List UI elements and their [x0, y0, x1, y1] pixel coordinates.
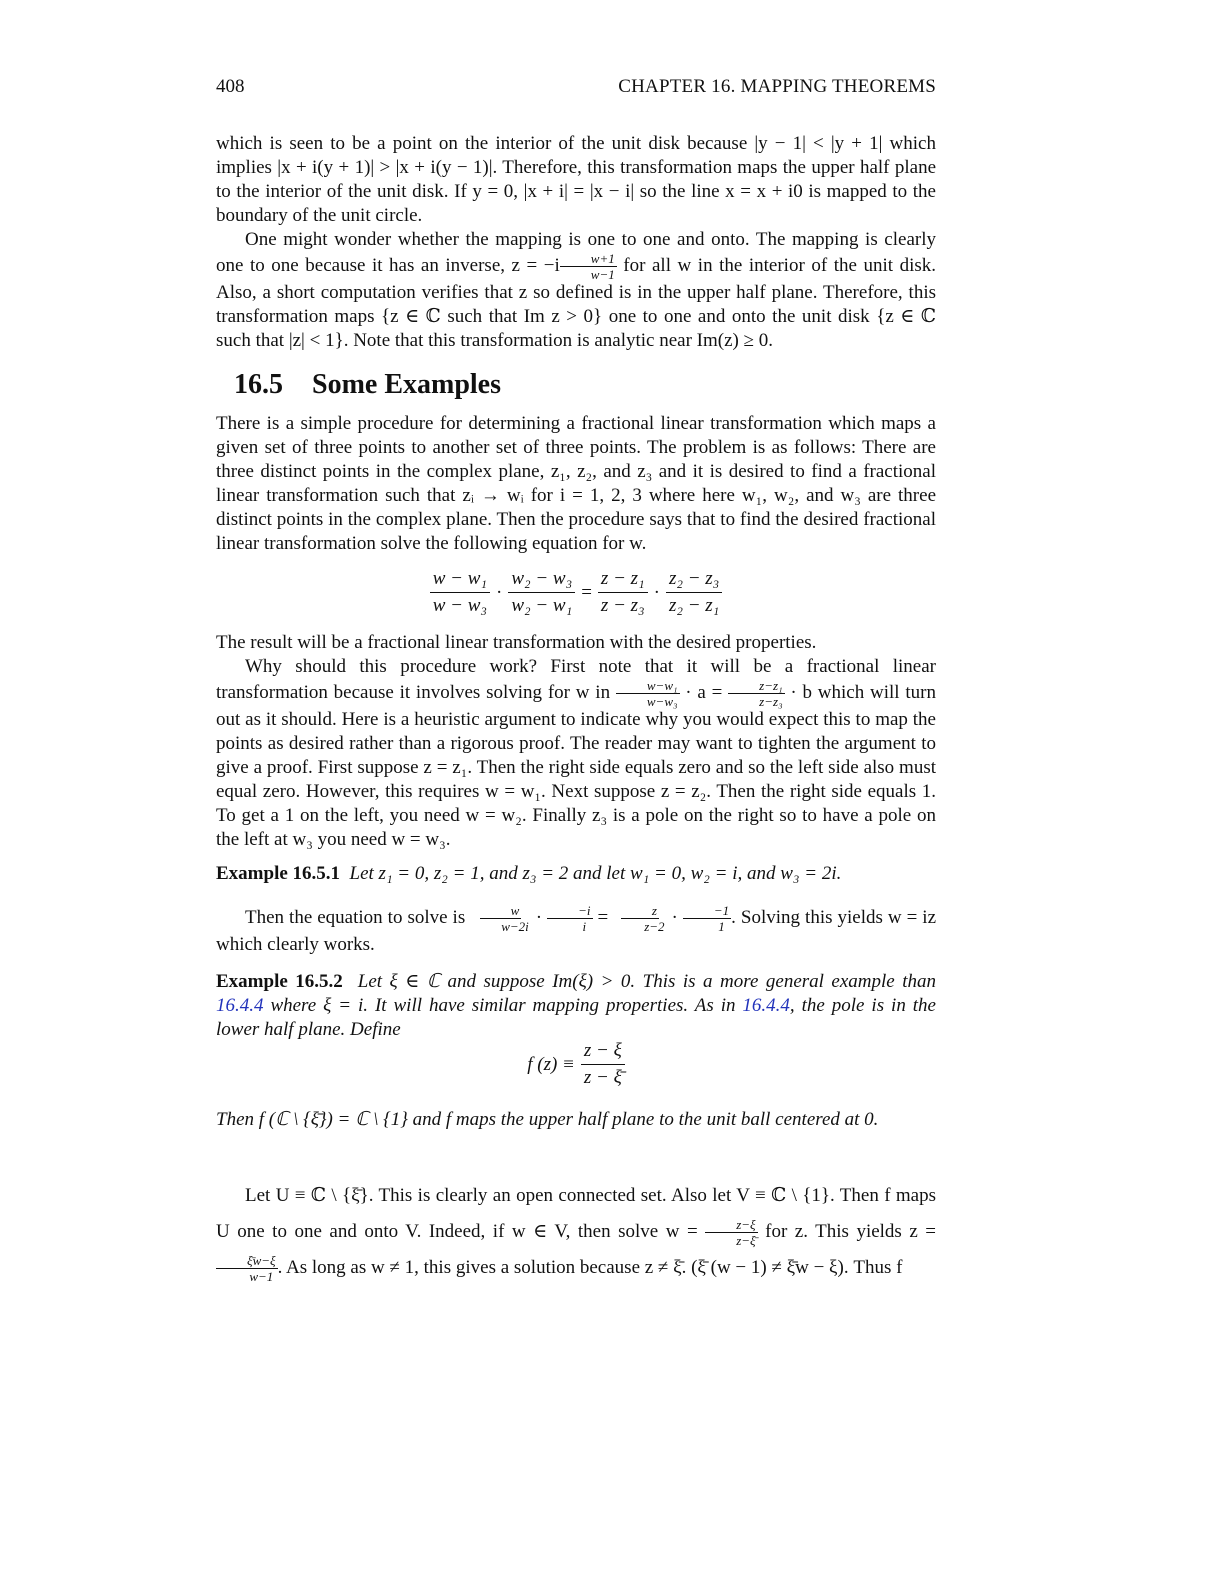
cross-reference-link[interactable]: 16.4.4 — [216, 995, 264, 1016]
eq1-fraction-4: $\frac{\text{z₂ − z₃}}{\text{z₂ − z₁}}$ — [666, 568, 722, 617]
page-header — [216, 76, 936, 102]
running-head: CHAPTER 16. MAPPING THEOREMS — [618, 76, 936, 97]
eq1-fraction-2: $\frac{\text{w₂ − w₃}}{\text{w₂ − w₁}}$ — [508, 568, 575, 617]
paragraph-2: One might wonder whether the mapping is one to one and onto. The mapping is clearly one to one because it has an inverse, z = −i $\frac{w+1}{w-1}$ for all w in the interior of the unit disk. Also, a short computation verifies that z so defined is in the upper half plane. Therefore, this transformation maps {z ∈ ℂ such that Im z > 0} one to one and onto the unit disk {z ∈ ℂ such that |z| < 1}. Note that this transformation is analytic near Im(z) ≥ 0. — [216, 229, 936, 351]
paragraph-5: Why should this procedure work? First note that it will be a fractional linear transformation because it involves solving for w in $\frac{\text{w−w₁}}{\text{w−w₃}}$ · a = $\frac{\text{z−z₁}}{\text{z−z₃}}$ · b which will turn out as it should. Here is a heuristic argument to indicate why you would expect this to map the points as desired rather than a rigorous proof. The reader may want to tighten the argument to give a proof. First suppose z = z₁. Then the right side equals zero and so the left side also must equal zero. However, this requires w = w₁. Next suppose z = z₂. Then the right side equals 1. To get a 1 on the left, you need w = w₂. Finally z₃ is a pole on the right so to have a pole on the left at w₃ you need w = w₃. — [216, 656, 936, 850]
eq2-fraction: $\frac{z - \xi}{z - \xī}$ — [581, 1040, 625, 1089]
paragraph-4: The result will be a fractional linear transformation with the desired properties. — [216, 632, 817, 653]
example-16-5-2: Example 16.5.2 Let ξ ∈ ℂ and suppose Im(ξ) > 0. This is a more general example than 16.4.4 where ξ = i. It will have similar mapping properties. As in 16.4.4, the pole is in the lower half plane. Define — [216, 971, 936, 1040]
paragraph-3: There is a simple procedure for determining a fractional linear transformation which maps a given set of three points to another set of three points. The problem is as follows: There are three distinct points in the complex plane, z₁, z₂, and z₃ and it is desired to find a fractional linear transformation such that zᵢ → wᵢ for i = 1, 2, 3 where here w₁, w₂, and w₃ are three distinct points in the complex plane. Then the procedure says that to find the desired fractional linear transformation solve the following equation for w. — [216, 413, 936, 554]
paragraph-1: which is seen to be a point on the interior of the unit disk because |y − 1| < |y + 1| which implies |x + i(y + 1)| > |x + i(y − 1)|. Therefore, this transformation maps the upper half plane to the interior of the unit disk. If y = 0, |x + i| = |x − i| so the line x = x + i0 is mapped to the boundary of the unit circle. — [216, 133, 936, 226]
eq1-fraction-3: $\frac{\text{z − z₁}}{\text{z − z₃}}$ — [598, 568, 648, 617]
section-title: Some Examples — [312, 369, 501, 400]
page-number: 408 — [216, 76, 245, 97]
section-heading — [234, 368, 501, 402]
section-number: 16.5 — [234, 369, 283, 400]
equation-1: $\frac{\text{w − w₁}}{\text{w − w₃}}$ · $\frac{\text{w₂ − w₃}}{\text{w₂ − w₁}}$ = $\frac{\text{z − z₁}}{\text{z − z₃}}$ · $\frac{\text{z₂ − z₃}}{\text{z₂ − z₁}}$ — [216, 568, 936, 617]
eq1-fraction-1: $\frac{\text{w − w₁}}{\text{w − w₃}}$ — [430, 568, 490, 617]
paragraph-6: Then the equation to solve is $\frac{w}{w-2i}$ · $\frac{-i}{i}$ = $\frac{z}{z-2}$ · $\frac{-1}{1}$ . Solving this yields w = iz which clearly works. — [216, 903, 937, 955]
inline-fraction: $\frac{w+1}{w-1}$ — [560, 252, 617, 281]
example-16-5-1: Example 16.5.1 Let z₁ = 0, z₂ = 1, and z₃ = 2 and let w₁ = 0, w₂ = i, and w₃ = 2i. — [216, 863, 842, 884]
paragraph-7: Let U ≡ ℂ \ {ξ̄}. This is clearly an open connected set. Also let V ≡ ℂ \ {1}. Then f maps U one to one and onto V. Indeed, if w ∈ V, then solve w = $\frac{z-\xi}{z-\xī}$ for z. This yields z = $\frac{\xīw-\xi}{w-1}$ . As long as w ≠ 1, this gives a solution because z ≠ ξ̄. (ξ̄ (w − 1) ≠ ξ̄w − ξ). Thus f — [216, 1185, 936, 1285]
equation-2: f (z) ≡ $\frac{z - \xi}{z - \xī}$ — [216, 1040, 936, 1089]
example-label: Example 16.5.2 — [216, 971, 343, 992]
example-16-5-2-conclusion: Then f (ℂ \ {ξ̄}) = ℂ \ {1} and f maps the upper half plane to the unit ball centered at 0. — [216, 1109, 879, 1130]
cross-reference-link[interactable]: 16.4.4 — [742, 995, 790, 1016]
example-label: Example 16.5.1 — [216, 863, 341, 884]
